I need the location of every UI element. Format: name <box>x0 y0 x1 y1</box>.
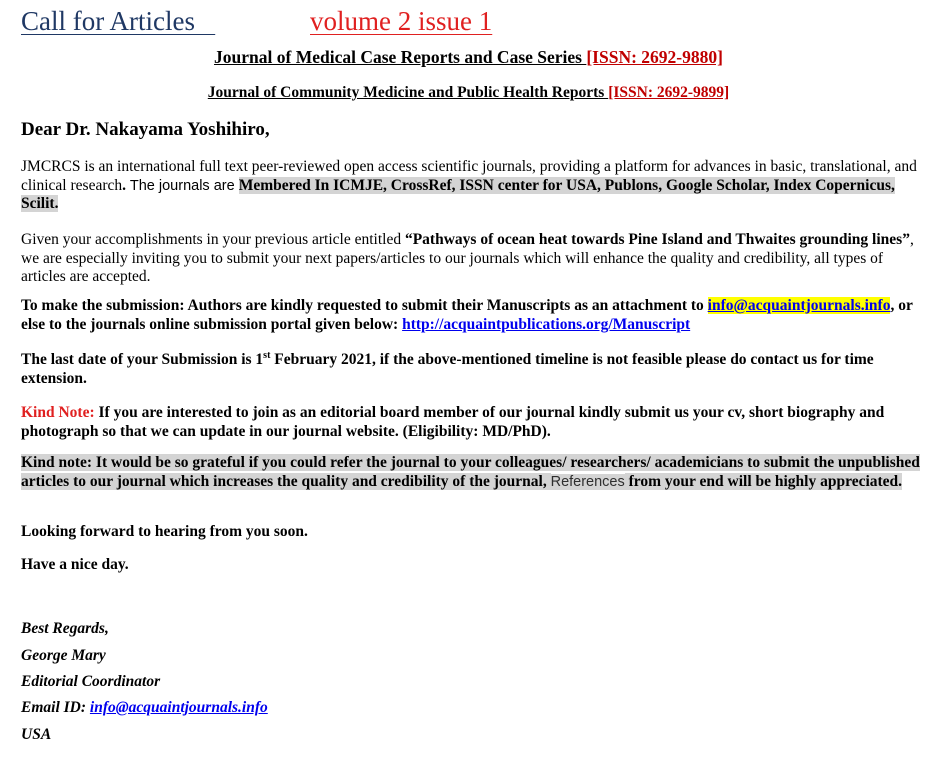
journal-name: Journal of Medical Case Reports and Case Series <box>214 47 587 67</box>
intro-text: JMCRCS is an international full text peer-reviewed open access scientific journals, providing a platform for advances in basic, translational, and clinical research <box>21 158 917 194</box>
signature-email-line <box>21 699 268 717</box>
kind-note-text: If you are interested to join as an editorial board member of our journal kindly submit us your cv, short biography and photograph so that we can update in our journal website. (Eligibility: MD/PhD). <box>21 404 885 440</box>
signature-country: USA <box>21 726 52 743</box>
journal-issn: [ISSN: 2692-9899] <box>608 84 730 101</box>
intro-journals-text: The journals are <box>129 177 239 194</box>
deadline-superscript: st <box>263 349 271 361</box>
journal-name: Journal of Community Medicine and Public Health Reports <box>207 84 609 101</box>
referral-text-a: Kind note: It would be so grateful if you could refer the journal to your colleagues/ researchers/ academicians to submit the unpublished articles to our journal which increases the quality and credibility of the journal, <box>21 454 920 490</box>
deadline-paragraph <box>21 351 931 388</box>
closing-line: Looking forward to hearing from you soon. <box>21 523 308 540</box>
call-for-articles-title: Call for Articles <box>21 6 216 36</box>
submission-paragraph <box>21 297 931 334</box>
submission-text-b: , or else to the journals online submission portal given below: <box>21 297 913 333</box>
email-label: Email ID: <box>21 699 90 716</box>
journal-title-community-medicine <box>0 84 937 102</box>
references-word: References <box>550 473 625 490</box>
greeting: Dear Dr. Nakayama Yoshihiro, <box>21 119 270 140</box>
indexing-highlight: Membered In ICMJE, CrossRef, ISSN center for USA, Publons, Google Scholar, Index Copernicus, Scilit. <box>21 176 895 212</box>
journal-title-medical-case-reports <box>0 47 937 68</box>
kind-note-label: Kind Note: <box>21 404 95 421</box>
accomplishments-text-b: , we are especially inviting you to submit your next papers/articles to our journals which will enhance the quality and credibility, all types of articles are accepted. <box>21 231 914 285</box>
submission-email-link[interactable]: info@acquaintjournals.info <box>707 297 891 314</box>
intro-period: . <box>122 176 130 194</box>
referral-text-b: from your end will be highly appreciated. <box>624 472 903 490</box>
intro-paragraph <box>21 158 931 214</box>
submission-text-a: To make the submission: Authors are kindly requested to submit their Manuscripts as an attachment to <box>21 297 708 314</box>
deadline-text-a: The last date of your Submission is 1 <box>21 351 264 368</box>
kind-note-referral-paragraph <box>21 454 937 491</box>
journal-issn: [ISSN: 2692-9880] <box>586 47 723 67</box>
nice-day-line: Have a nice day. <box>21 556 129 573</box>
submission-portal-link[interactable]: http://acquaintpublications.org/Manuscript <box>402 315 691 333</box>
signature-name: George Mary <box>21 647 106 664</box>
volume-issue-title: volume 2 issue 1 <box>310 6 493 36</box>
accomplishments-paragraph <box>21 231 931 287</box>
kind-note-editorial-paragraph <box>21 404 931 441</box>
article-title: “Pathways of ocean heat towards Pine Island and Thwaites grounding lines” <box>404 231 910 248</box>
accomplishments-text-a: Given your accomplishments in your previous article entitled <box>21 231 405 248</box>
deadline-text-b: February 2021, if the above-mentioned timeline is not feasible please do contact us for time extension. <box>21 351 874 387</box>
signature-role: Editorial Coordinator <box>21 673 161 690</box>
signature-email-link[interactable]: info@acquaintjournals.info <box>89 699 268 716</box>
signature-regards: Best Regards, <box>21 620 109 637</box>
